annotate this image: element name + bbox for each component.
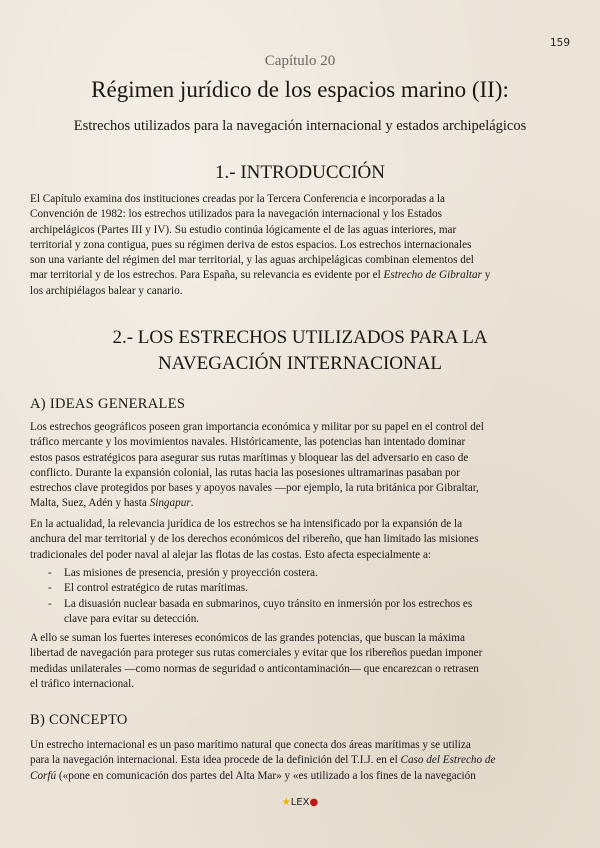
text-segment: . (190, 497, 194, 510)
list-item-text: clave para evitar su detección. (64, 612, 200, 625)
text-line: territorial y zona contigua, pues su régimen deriva de estos espacios. Los estrechos internacionales (30, 238, 472, 251)
text-segment: mar territorial y de los estrechos. Para España, su relevancia es evidente por el (30, 269, 384, 282)
text-segment: («pone en comunicación dos partes del Alta Mar» y «es utilizado a los fines de la navegación (56, 769, 476, 782)
text-line: Los estrechos geográficos poseen gran importancia económica y militar por su papel en el control del (30, 421, 484, 433)
section-heading-introduccion: 1.- INTRODUCCIÓN (215, 162, 385, 183)
text-line: A ello se suman los fuertes intereses económicos de las grandes potencias, que buscan la máxima (30, 632, 465, 644)
list-item (30, 597, 572, 628)
text-line: Convención de 1982: los estrechos utilizados para la navegación internacional y los Estados (30, 208, 442, 221)
text-segment: Malta, Suez, Adén y hasta (30, 497, 150, 510)
footer-brand-text: LEX (290, 797, 310, 808)
bullet-dash: - (48, 582, 52, 595)
page-title: Régimen jurídico de los espacios marino (II): (91, 77, 509, 102)
ideas-paragraph-1 (30, 420, 572, 512)
text-line: En la actualidad, la relevancia jurídica de los estrechos se ha intensificado por la expansión de la (30, 518, 463, 530)
italic-term: Corfú (30, 769, 57, 782)
footer-brand (0, 797, 600, 808)
text-line: el tráfico internacional. (30, 677, 135, 690)
drop-icon: ● (309, 797, 319, 808)
page-subtitle: Estrechos utilizados para la navegación internacional y estados archipelágicos (73, 118, 527, 134)
text-line: estrechos clave protegidos por bases y apoyos navales —por ejemplo, la ruta británica por Gibraltar, (30, 482, 479, 495)
text-line: tradicionales del poder naval al alejar las flotas de las costas. Esto afecta especialmente a: (30, 548, 432, 561)
page-number: 159 (549, 37, 570, 49)
ideas-paragraph-2 (30, 517, 572, 563)
text-line (30, 769, 572, 784)
text-line: son una variante del régimen del mar territorial, y las aguas archipelágicas combinan elementos del (30, 254, 474, 267)
list-item-text: Las misiones de presencia, presión y proyección costera. (64, 567, 318, 579)
italic-term: Caso del Estrecho de (400, 754, 496, 767)
text-line: estos pasos estratégicos para asegurar sus rutas marítimas y bloquear las del adversario en caso de (30, 451, 469, 464)
text-line (30, 496, 572, 511)
text-line: los archipiélagos balear y canario. (30, 284, 183, 297)
text-segment: y (481, 269, 491, 282)
chapter-label: Capítulo 20 (264, 53, 336, 69)
heading-line: NAVEGACIÓN INTERNACIONAL (157, 353, 443, 374)
star-icon: ★ (281, 797, 291, 808)
italic-term: Singapur (149, 497, 191, 510)
bullet-dash: - (48, 597, 52, 610)
text-line: libertad de navegación para proteger sus rutas comerciales y evitar que los ribereños puedan imponer (30, 647, 483, 660)
section-heading-estrechos (0, 325, 600, 377)
heading-line: 2.- LOS ESTRECHOS UTILIZADOS PARA LA (112, 327, 488, 348)
text-line: tráfico mercante y los movimientos navales. Históricamente, las potencias han intentado dominar (30, 436, 466, 449)
subsection-heading-ideas-generales: A) IDEAS GENERALES (30, 396, 186, 412)
list-item (30, 566, 572, 581)
text-line (30, 268, 572, 283)
text-line: archipelágicos (Partes III y IV). Su estudio continúa lógicamente el de las aguas interiores, mar (30, 223, 457, 236)
text-line (30, 753, 572, 768)
intro-paragraph (30, 192, 572, 299)
list-item-text: La disuasión nuclear basada en submarinos, cuyo tránsito en inmersión por los estrechos es (64, 597, 473, 610)
text-segment: para la navegación internacional. Esta idea procede de la definición del T.I.J. en el (30, 754, 401, 767)
concepto-paragraph (30, 738, 572, 784)
text-line: El Capítulo examina dos instituciones creadas por la Tercera Conferencia e incorporadas a la (30, 193, 445, 205)
list-item (30, 581, 572, 596)
ideas-bullet-list (30, 566, 572, 627)
list-item-text: El control estratégico de rutas marítimas. (64, 582, 248, 595)
text-line: anchura del mar territorial y de los derechos económicos del ribereño, que han limitado las misiones (30, 533, 479, 546)
bullet-dash: - (48, 567, 52, 579)
italic-term: Estrecho de Gibraltar (383, 269, 482, 282)
text-line: Un estrecho internacional es un paso marítimo natural que conecta dos áreas marítimas y se utiliza (30, 739, 471, 751)
subsection-heading-concepto: B) CONCEPTO (30, 712, 128, 728)
text-line: medidas unilaterales —como normas de seguridad o anticontaminación— que encarezcan o retrasen (30, 662, 479, 675)
ideas-paragraph-3 (30, 631, 572, 692)
text-line: conflicto. Durante la expansión colonial, las rutas hacia las posesiones ultramarinas pasaban por (30, 466, 460, 479)
